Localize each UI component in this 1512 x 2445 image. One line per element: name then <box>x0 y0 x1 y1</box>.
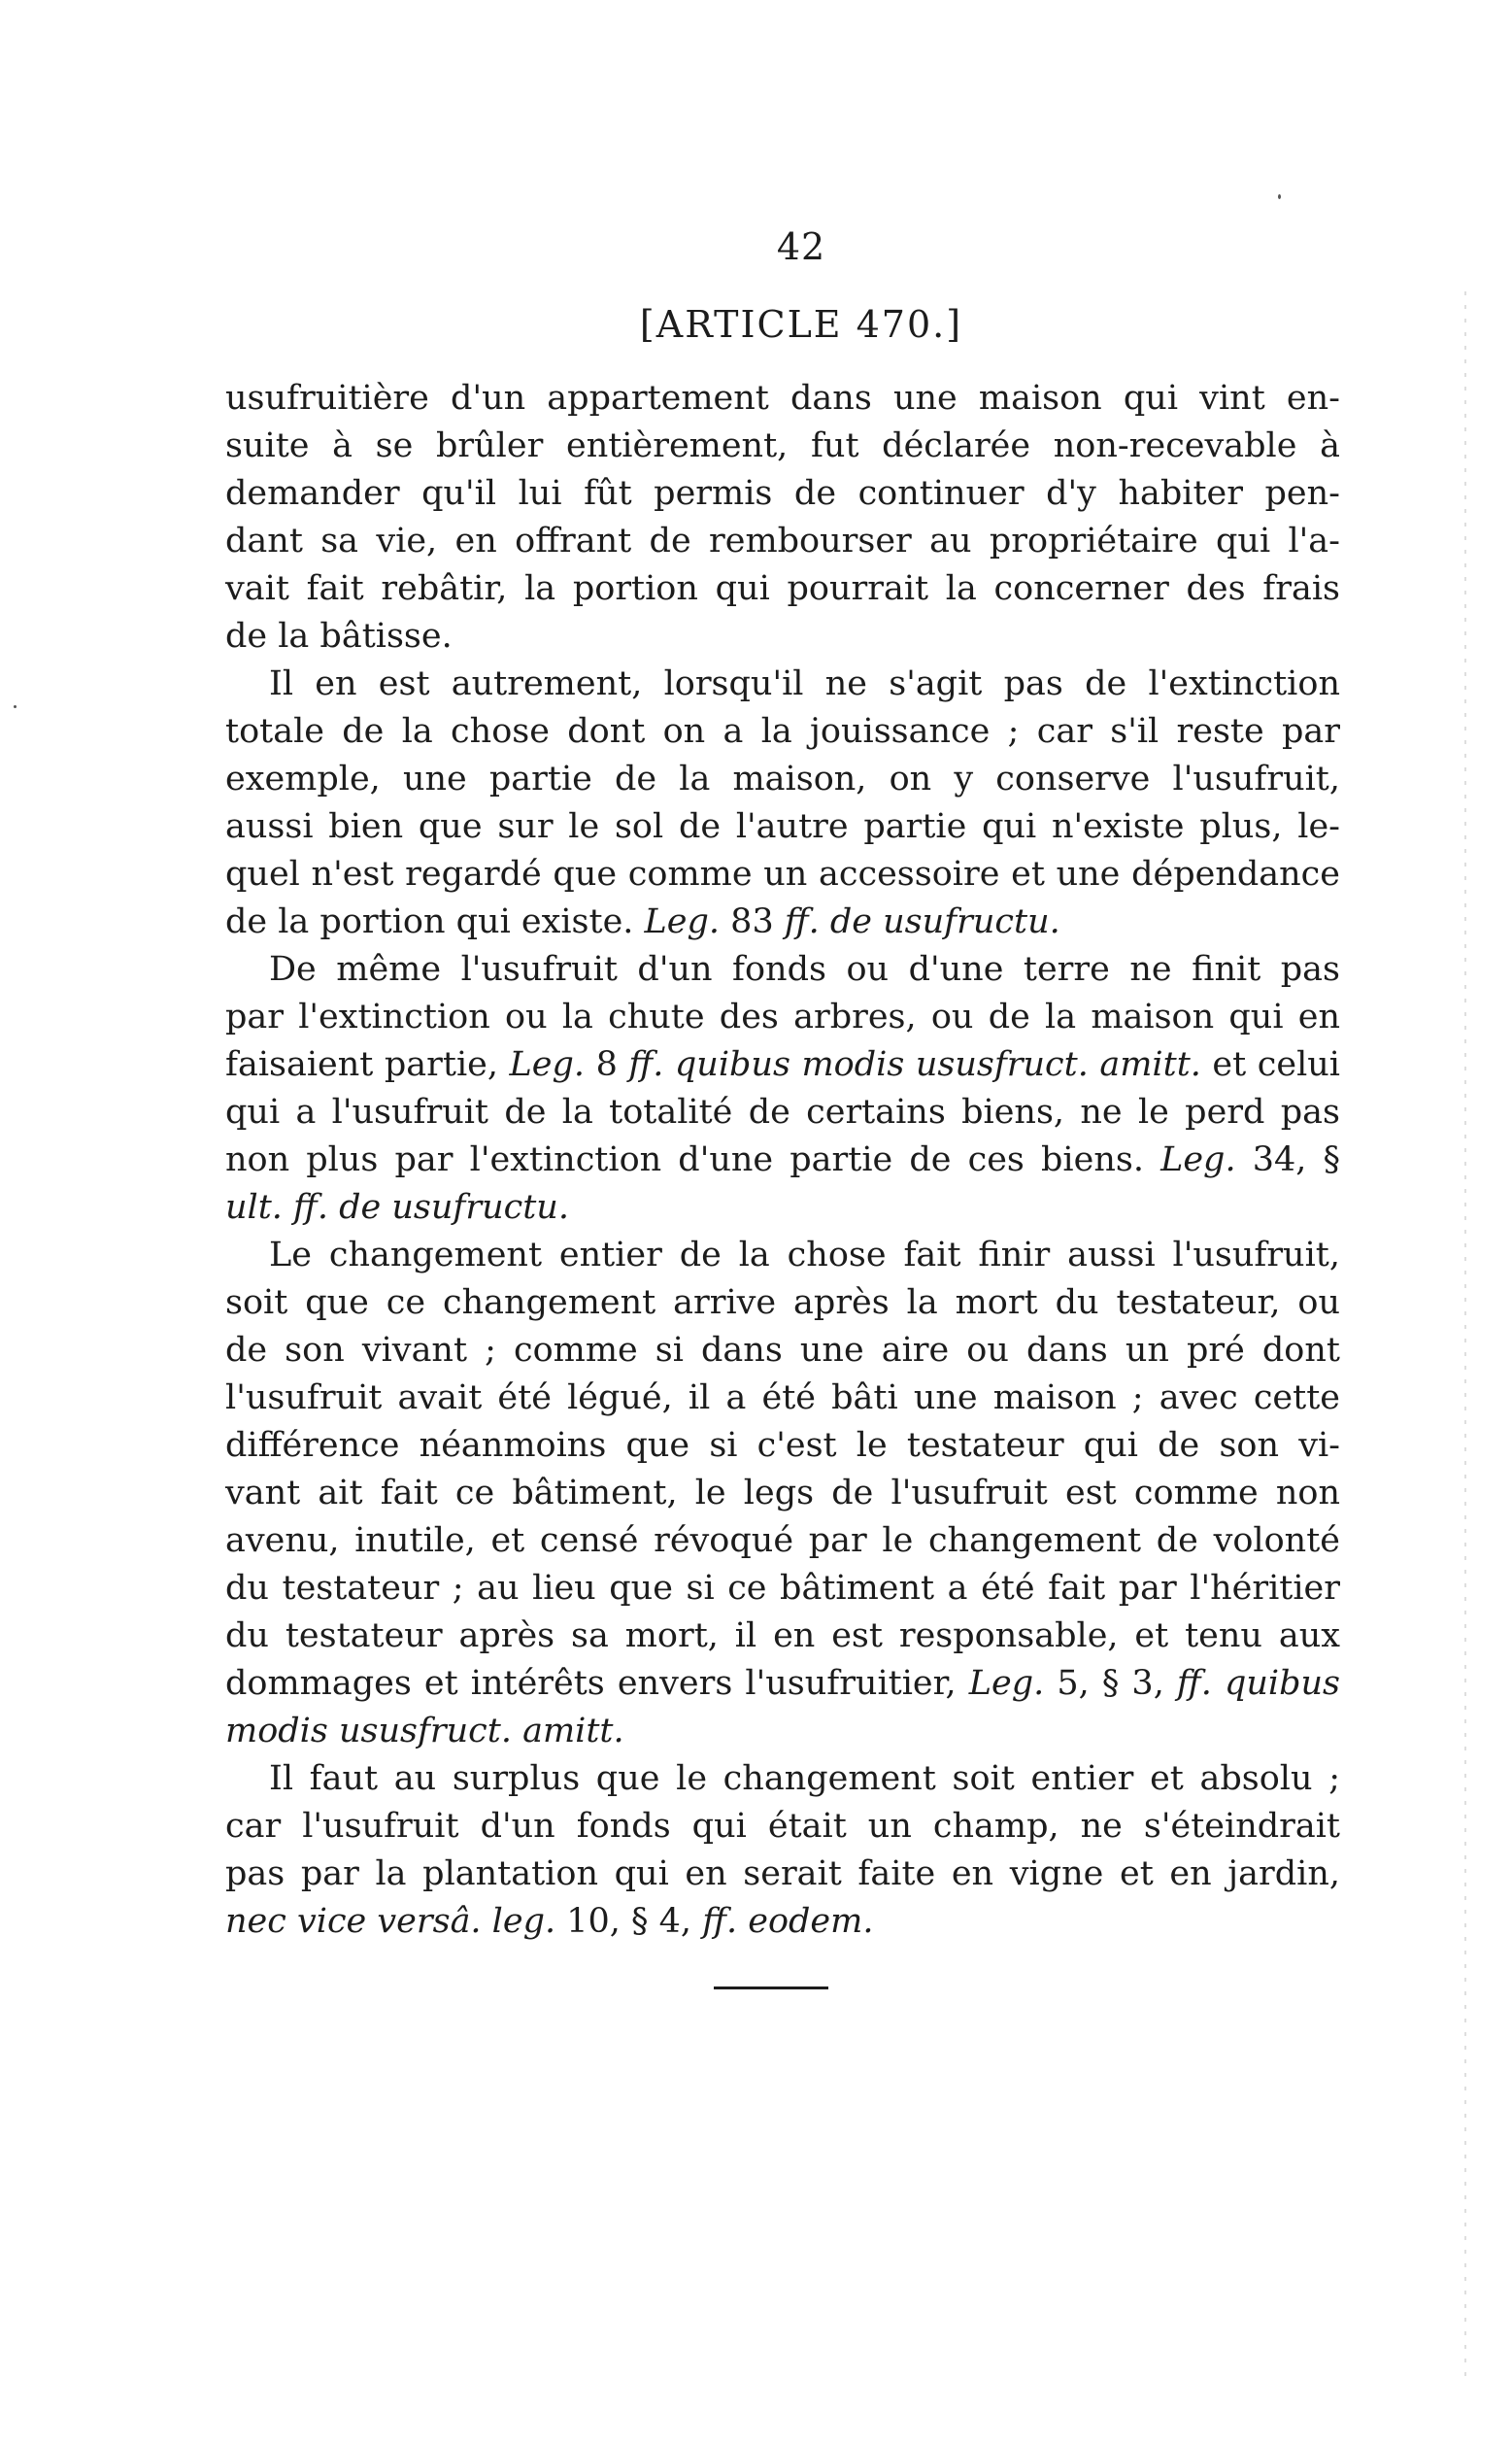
text-line: avenu, inutile, et censé révoqué par le changement de volonté <box>225 1521 1340 1560</box>
text-line: suite à se brûler entièrement, fut déclarée non-recevable à <box>225 426 1340 465</box>
text-line: de son vivant ; comme si dans une aire ou dans un pré dont <box>225 1331 1340 1370</box>
text-line: Le changement entier de la chose fait finir aussi l'usufruit, <box>269 1236 1340 1274</box>
body-text <box>225 375 1340 1946</box>
text-line: Il en est autrement, lorsqu'il ne s'agit pas de l'extinction <box>269 664 1340 703</box>
citation: Leg. <box>509 1045 586 1084</box>
margin-dots <box>1464 291 1466 2380</box>
text-line: demander qu'il lui fût permis de continuer d'y habiter pen- <box>225 474 1340 513</box>
text-line: usufruitière d'un appartement dans une maison qui vint en- <box>225 379 1340 418</box>
citation: nec vice versâ. leg. <box>225 1902 556 1941</box>
text-line: l'usufruit avait été légué, il a été bâti une maison ; avec cette <box>225 1378 1340 1417</box>
text-line <box>225 1137 1340 1184</box>
text-run: dommages et intérêts envers l'usufruitier, <box>225 1664 969 1703</box>
citation: Leg. <box>644 902 721 941</box>
text-run: 10, § 4, <box>555 1902 703 1941</box>
citation-line: modis ususfruct. amitt. <box>225 1712 624 1750</box>
text-line: différence néanmoins que si c'est le testateur qui de son vi- <box>225 1426 1340 1465</box>
citation: Leg. <box>1160 1140 1236 1179</box>
text-line <box>225 1660 1340 1708</box>
text-line <box>225 1898 1340 1946</box>
text-line: totale de la chose dont on a la jouissance ; car s'il reste par <box>225 712 1340 751</box>
text-line: exemple, une partie de la maison, on y conserve l'usufruit, <box>225 760 1340 798</box>
article-heading: [ARTICLE 470.] <box>639 303 963 346</box>
text-line: vant ait fait ce bâtiment, le legs de l'usufruit est comme non <box>225 1474 1340 1512</box>
citation: ff. quibus modis ususfruct. amitt. <box>628 1045 1201 1084</box>
text-run: faisaient partie, <box>225 1045 510 1084</box>
text-run: 34, § <box>1235 1140 1340 1179</box>
text-line: par l'extinction ou la chute des arbres, ou de la maison qui en <box>225 998 1340 1036</box>
text-line: car l'usufruit d'un fonds qui était un champ, ne s'éteindrait <box>225 1807 1340 1846</box>
citation: ff. quibus <box>1176 1664 1340 1703</box>
paragraph-2 <box>225 661 1340 946</box>
text-line: soit que ce changement arrive après la mort du testateur, ou <box>225 1283 1340 1322</box>
citation-line: ult. ff. de usufructu. <box>225 1188 569 1227</box>
text-run: et celui <box>1200 1045 1340 1084</box>
text-line <box>225 1041 1340 1089</box>
text-run: de la portion qui existe. <box>225 902 645 941</box>
text-line: Il faut au surplus que le changement soit entier et absolu ; <box>269 1759 1340 1798</box>
margin-speck <box>14 705 17 708</box>
text-line: du testateur après sa mort, il en est responsable, et tenu aux <box>225 1616 1340 1655</box>
paragraph-5 <box>225 1755 1340 1946</box>
paragraph-1 <box>225 375 1340 661</box>
text-line: aussi bien que sur le sol de l'autre partie qui n'existe plus, le- <box>225 807 1340 846</box>
text-line: dant sa vie, en offrant de rembourser au propriétaire qui l'a- <box>225 522 1340 560</box>
closing-rule <box>714 1987 828 1989</box>
text-run: 83 <box>720 902 785 941</box>
text-line: quel n'est regardé que comme un accessoire et une dépendance <box>225 855 1340 894</box>
page-number: 42 <box>776 225 826 268</box>
text-line: du testateur ; au lieu que si ce bâtiment a été fait par l'héritier <box>225 1569 1340 1608</box>
text-line: de la bâtisse. <box>225 617 453 656</box>
text-line: vait fait rebâtir, la portion qui pourrait la concerner des frais <box>225 569 1340 608</box>
paragraph-3 <box>225 946 1340 1232</box>
text-line <box>225 899 1340 946</box>
citation: ff. eodem. <box>702 1902 874 1941</box>
text-line: De même l'usufruit d'un fonds ou d'une terre ne finit pas <box>269 950 1340 989</box>
citation: Leg. <box>968 1664 1045 1703</box>
margin-speck <box>1278 194 1281 199</box>
text-line: qui a l'usufruit de la totalité de certains biens, ne le perd pas <box>225 1093 1340 1132</box>
paragraph-4 <box>225 1232 1340 1755</box>
text-run: non plus par l'extinction d'une partie de ces biens. <box>225 1140 1161 1179</box>
text-run: 5, § 3, <box>1044 1664 1177 1703</box>
text-run: 8 <box>585 1045 629 1084</box>
citation: ff. de usufructu. <box>784 902 1060 941</box>
text-line: pas par la plantation qui en serait faite en vigne et en jardin, <box>225 1854 1340 1893</box>
